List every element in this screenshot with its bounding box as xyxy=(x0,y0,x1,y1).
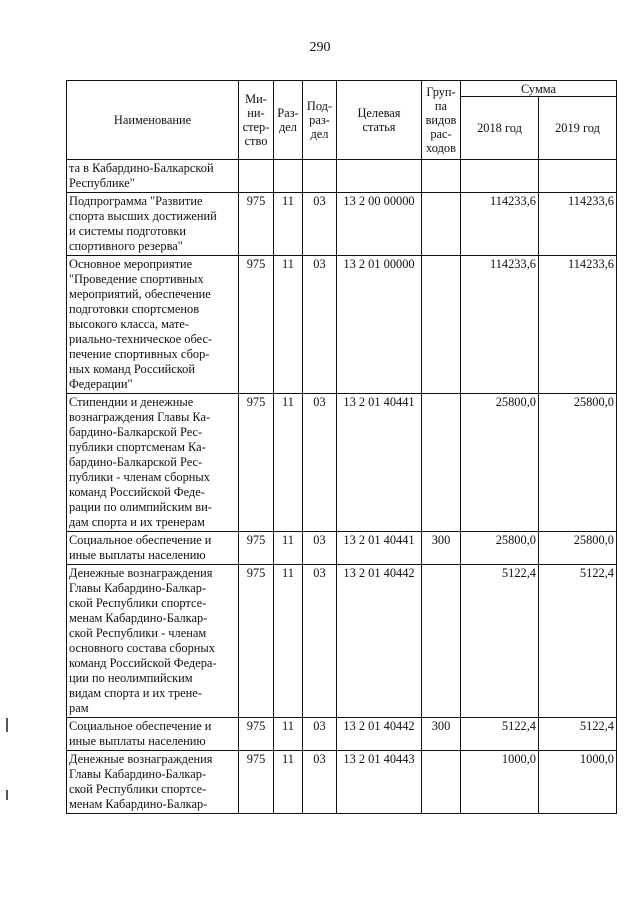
cell-ministry: 975 xyxy=(239,751,274,814)
cell-target: 13 2 01 40443 xyxy=(337,751,422,814)
cell-subsection xyxy=(303,160,337,193)
header-name xyxy=(67,81,239,160)
cell-name: Денежные вознаграждения Главы Кабардино-Балкар- ской Республики спортсе- менам Кабардино-Балкар- ской Республики - членам основного состава сборных команд Российской Федера- ции по неолимпийским видам спорта и их трене- рам xyxy=(67,565,239,718)
header-sum xyxy=(461,81,617,97)
table-row xyxy=(67,751,617,814)
cell-ministry: 975 xyxy=(239,394,274,532)
header-section-label: Раз- дел xyxy=(277,106,299,134)
cell-sum-2019: 5122,4 xyxy=(539,718,617,751)
cell-section: 11 xyxy=(274,565,303,718)
cell-name: Основное мероприятие "Проведение спортивных мероприятий, обеспечение подготовки спортсменов высокого класса, мате- риально-техническое обес- печение спортивных сбор- ных команд Российской Федерации" xyxy=(67,256,239,394)
header-subsection-label: Под- раз- дел xyxy=(306,99,333,141)
header-year-2018-label: 2018 год xyxy=(477,121,522,136)
header-section xyxy=(274,81,303,160)
cell-sum-2018: 25800,0 xyxy=(461,532,539,565)
cell-sum-2018 xyxy=(461,160,539,193)
cell-sum-2019: 25800,0 xyxy=(539,532,617,565)
header-year-2019 xyxy=(539,97,617,160)
cell-subsection: 03 xyxy=(303,751,337,814)
budget-table xyxy=(66,80,617,814)
page-number: 290 xyxy=(309,40,331,55)
cell-name: Социальное обеспечение и иные выплаты населению xyxy=(67,718,239,751)
cell-name: та в Кабардино-Балкарской Республике" xyxy=(67,160,239,193)
cell-sum-2019: 25800,0 xyxy=(539,394,617,532)
cell-sum-2018: 1000,0 xyxy=(461,751,539,814)
header-target-label: Целевая статья xyxy=(357,106,401,134)
cell-expense-group xyxy=(422,193,461,256)
cell-section: 11 xyxy=(274,532,303,565)
scan-edge-mark xyxy=(6,718,8,732)
cell-sum-2018: 5122,4 xyxy=(461,565,539,718)
cell-expense-group: 300 xyxy=(422,718,461,751)
cell-expense-group xyxy=(422,394,461,532)
cell-sum-2019 xyxy=(539,160,617,193)
cell-section: 11 xyxy=(274,394,303,532)
cell-subsection: 03 xyxy=(303,256,337,394)
cell-section: 11 xyxy=(274,193,303,256)
cell-sum-2019: 114233,6 xyxy=(539,256,617,394)
table-row xyxy=(67,193,617,256)
table-row xyxy=(67,565,617,718)
cell-section: 11 xyxy=(274,718,303,751)
cell-section: 11 xyxy=(274,751,303,814)
cell-ministry xyxy=(239,160,274,193)
cell-target: 13 2 01 40442 xyxy=(337,565,422,718)
header-target xyxy=(337,81,422,160)
cell-sum-2018: 114233,6 xyxy=(461,193,539,256)
cell-sum-2019: 114233,6 xyxy=(539,193,617,256)
header-subsection xyxy=(303,81,337,160)
cell-sum-2018: 25800,0 xyxy=(461,394,539,532)
cell-ministry: 975 xyxy=(239,565,274,718)
cell-expense-group xyxy=(422,256,461,394)
cell-subsection: 03 xyxy=(303,394,337,532)
table-row xyxy=(67,394,617,532)
table-row xyxy=(67,160,617,193)
cell-target: 13 2 01 40441 xyxy=(337,532,422,565)
header-expense-group-label: Груп- па видов рас- ходов xyxy=(425,85,457,155)
cell-ministry: 975 xyxy=(239,256,274,394)
table-body xyxy=(67,160,617,814)
header-expense-group xyxy=(422,81,461,160)
cell-expense-group xyxy=(422,751,461,814)
cell-target: 13 2 01 00000 xyxy=(337,256,422,394)
cell-target xyxy=(337,160,422,193)
cell-target: 13 2 01 40442 xyxy=(337,718,422,751)
cell-section xyxy=(274,160,303,193)
cell-name: Социальное обеспечение и иные выплаты населению xyxy=(67,532,239,565)
cell-expense-group xyxy=(422,160,461,193)
cell-expense-group: 300 xyxy=(422,532,461,565)
cell-sum-2019: 1000,0 xyxy=(539,751,617,814)
cell-subsection: 03 xyxy=(303,565,337,718)
cell-subsection: 03 xyxy=(303,718,337,751)
cell-name: Денежные вознаграждения Главы Кабардино-Балкар- ской Республики спортсе- менам Кабардино-Балкар- xyxy=(67,751,239,814)
cell-subsection: 03 xyxy=(303,193,337,256)
header-year-2019-label: 2019 год xyxy=(555,121,600,136)
cell-name: Подпрограмма "Развитие спорта высших достижений и системы подготовки спортивного резерва" xyxy=(67,193,239,256)
cell-subsection: 03 xyxy=(303,532,337,565)
cell-expense-group xyxy=(422,565,461,718)
cell-target: 13 2 01 40441 xyxy=(337,394,422,532)
cell-ministry: 975 xyxy=(239,532,274,565)
header-ministry-label: Ми- ни- стер- ство xyxy=(242,92,270,148)
cell-name: Стипендии и денежные вознаграждения Главы Ка- бардино-Балкарской Рес- публики спортсменам Ка- бардино-Балкарской Рес- публики - членам сборных команд Российской Феде- рации по олимпийским ви- дам спорта и их тренерам xyxy=(67,394,239,532)
cell-sum-2018: 114233,6 xyxy=(461,256,539,394)
header-ministry xyxy=(239,81,274,160)
header-year-2018 xyxy=(461,97,539,160)
table-row xyxy=(67,532,617,565)
cell-ministry: 975 xyxy=(239,193,274,256)
cell-sum-2019: 5122,4 xyxy=(539,565,617,718)
header-name-label: Наименование xyxy=(113,113,192,127)
cell-ministry: 975 xyxy=(239,718,274,751)
table-row xyxy=(67,718,617,751)
cell-target: 13 2 00 00000 xyxy=(337,193,422,256)
table-row xyxy=(67,256,617,394)
header-sum-label: Сумма xyxy=(520,81,557,96)
cell-sum-2018: 5122,4 xyxy=(461,718,539,751)
cell-section: 11 xyxy=(274,256,303,394)
scan-edge-mark xyxy=(6,790,8,800)
